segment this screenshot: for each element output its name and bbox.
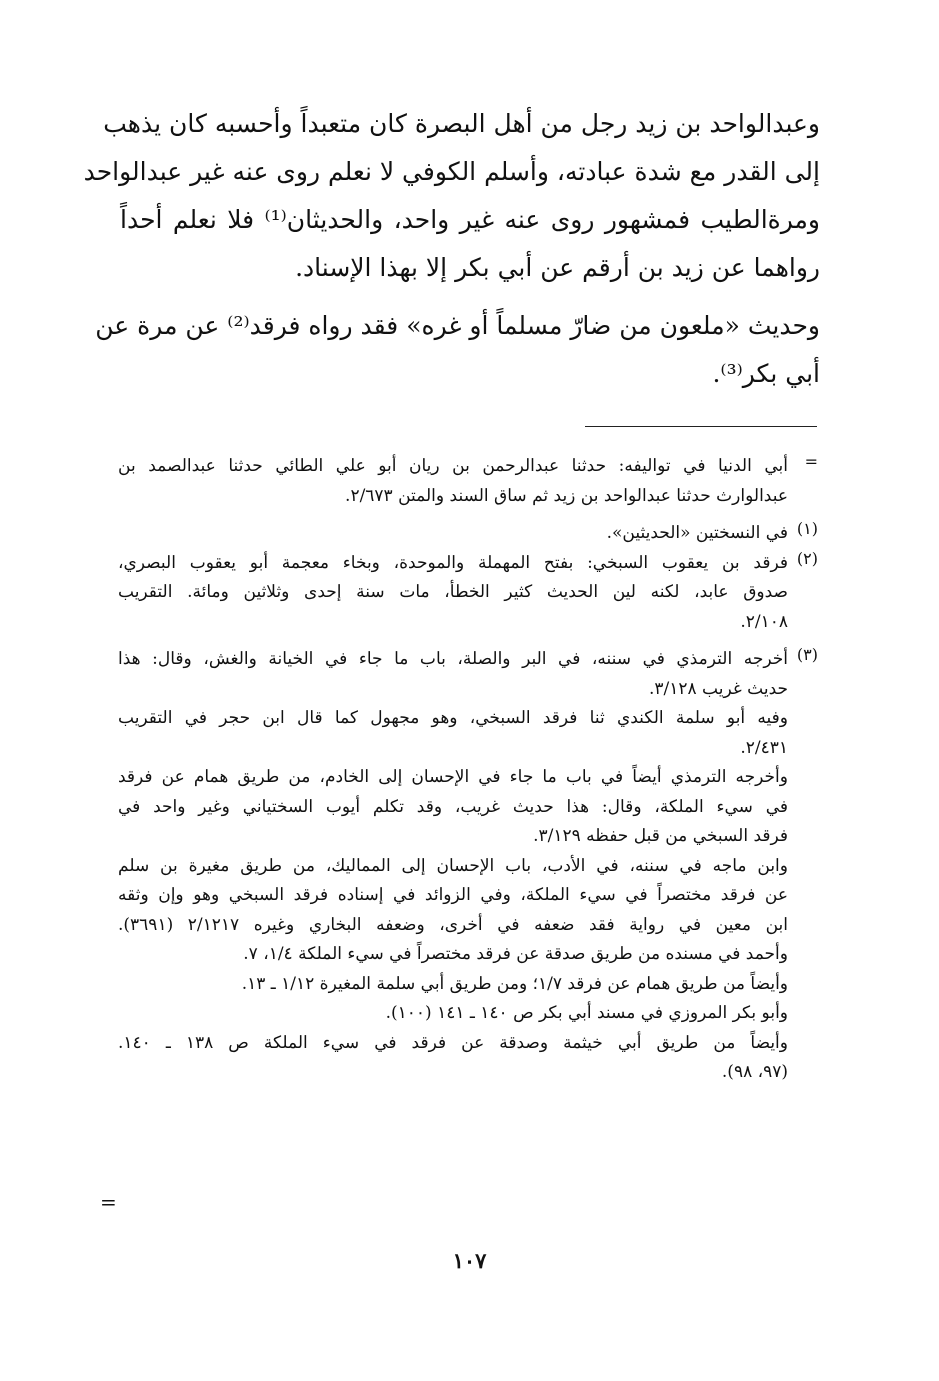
footnote-number: (٣) [796,645,818,664]
main-text [83,100,820,398]
footnote-line: عن فرقد مختصراً في سيء الملكة، وفي الزوائد في إسناده فرقد السبخي وهو وإن وثقه [118,885,788,905]
footnote-2 [118,549,818,638]
footnote-continued [118,452,818,511]
main-line: أبي بكر⁽³⁾. [712,359,820,388]
footnote-line: وأخرجه الترمذي أيضاً في باب ما جاء في الإحسان إلى الخادم، من طريق همام عن فرقد [118,767,788,787]
footnote-line: وأبو بكر المروزي في مسند أبي بكر ص ١٤٠ ـ ١٤١ (١٠٠). [385,1003,788,1023]
footnote-line: ٢/١٠٨. [740,611,788,632]
footnote-number: (٢) [796,548,818,568]
page-number: ١٠٧ [452,1248,487,1273]
footnotes-section [118,452,818,1088]
main-line: رواهما عن زيد بن أرقم عن أبي بكر إلا بهذا الإسناد. [295,253,820,282]
main-line: وحديث «ملعون من ضارّ مسلماً أو غره» فقد رواه فرقد⁽²⁾ عن مرة عن [95,311,820,340]
footnote-line: وأيضاً من طريق أبي خيثمة وصدقة عن فرقد في سيء الملكة ص ١٣٨ ـ ١٤٠. [118,1032,788,1053]
footnote-line: فرقد السبخي من قبل حفظه ٣/١٢٩. [533,826,788,846]
main-line: ومرةالطيب فمشهور روى عنه غير واحد، والحديثان⁽¹⁾ فلا نعلم أحداً [120,205,820,234]
footnote-line: في سيء الملكة، وقال: هذا حديث غريب، وقد تكلم أيوب السختياني وغير واحد في [118,796,788,817]
footnote-line: في النسختين «الحديثين». [606,523,788,543]
continuation-marker: = [100,1190,117,1214]
footnote-line: أخرجه الترمذي في سننه، في البر والصلة، باب ما جاء في الخيانة والغش، وقال: هذا [118,649,788,669]
footnote-line: وفيه أبو سلمة الكندي ثنا فرقد السبخي، وهو مجهول كما قال ابن حجر في التقريب [118,708,788,728]
footnote-line: (٩٧، ٩٨). [721,1062,788,1082]
footnote-line: صدوق عابد، لكنه لين الحديث كثير الخطأ، مات سنة إحدى وثلاثين ومائة. التقريب [118,582,788,602]
footnote-line: أبي الدنيا في تواليفه: حدثنا عبدالرحمن بن ريان أبو علي الطائي حدثنا عبدالصمد بن [118,456,788,476]
main-line: وعبدالواحد بن زيد رجل من أهل البصرة كان متعبداً وأحسبه كان يذهب [103,109,820,138]
footnote-line: ابن معين في رواية فقد ضعفه في أخرى، وضعفه البخاري وغيره ٢/١٢١٧ (٣٦٩١). [118,914,788,935]
footnote-1 [118,519,818,549]
footnote-3 [118,645,818,1088]
footnote-number: (١) [796,519,818,538]
footnote-line: ٢/٤٣١. [740,737,788,758]
footnote-line: وأحمد في مسنده من طريق صدقة عن فرقد مختصراً في سيء الملكة ١/٤، ٧. [243,944,788,964]
footnote-separator [585,426,817,427]
continued-marker: = [804,452,818,471]
footnote-line: عبدالوارث حدثنا عبدالواحد بن زيد ثم ساق السند والمتن ٢/٦٧٣. [345,485,788,506]
footnote-line: حديث غريب ٣/١٢٨. [648,678,788,699]
footnote-line: وابن ماجه في سننه، في الأدب، باب الإحسان إلى المماليك، من طريق مغيرة بن سلم [118,855,788,876]
main-line: إلى القدر مع شدة عبادته، وأسلم الكوفي لا نعلم روى عنه غير عبدالواحد [83,157,820,186]
footnote-line: وأيضاً من طريق همام عن فرقد ١/٧؛ ومن طريق أبي سلمة المغيرة ١/١٢ ـ ١٣. [241,973,788,994]
footnote-line: فرقد بن يعقوب السبخي: بفتح المهملة والموحدة، وبخاء معجمة أبو يعقوب البصري، [118,552,788,573]
